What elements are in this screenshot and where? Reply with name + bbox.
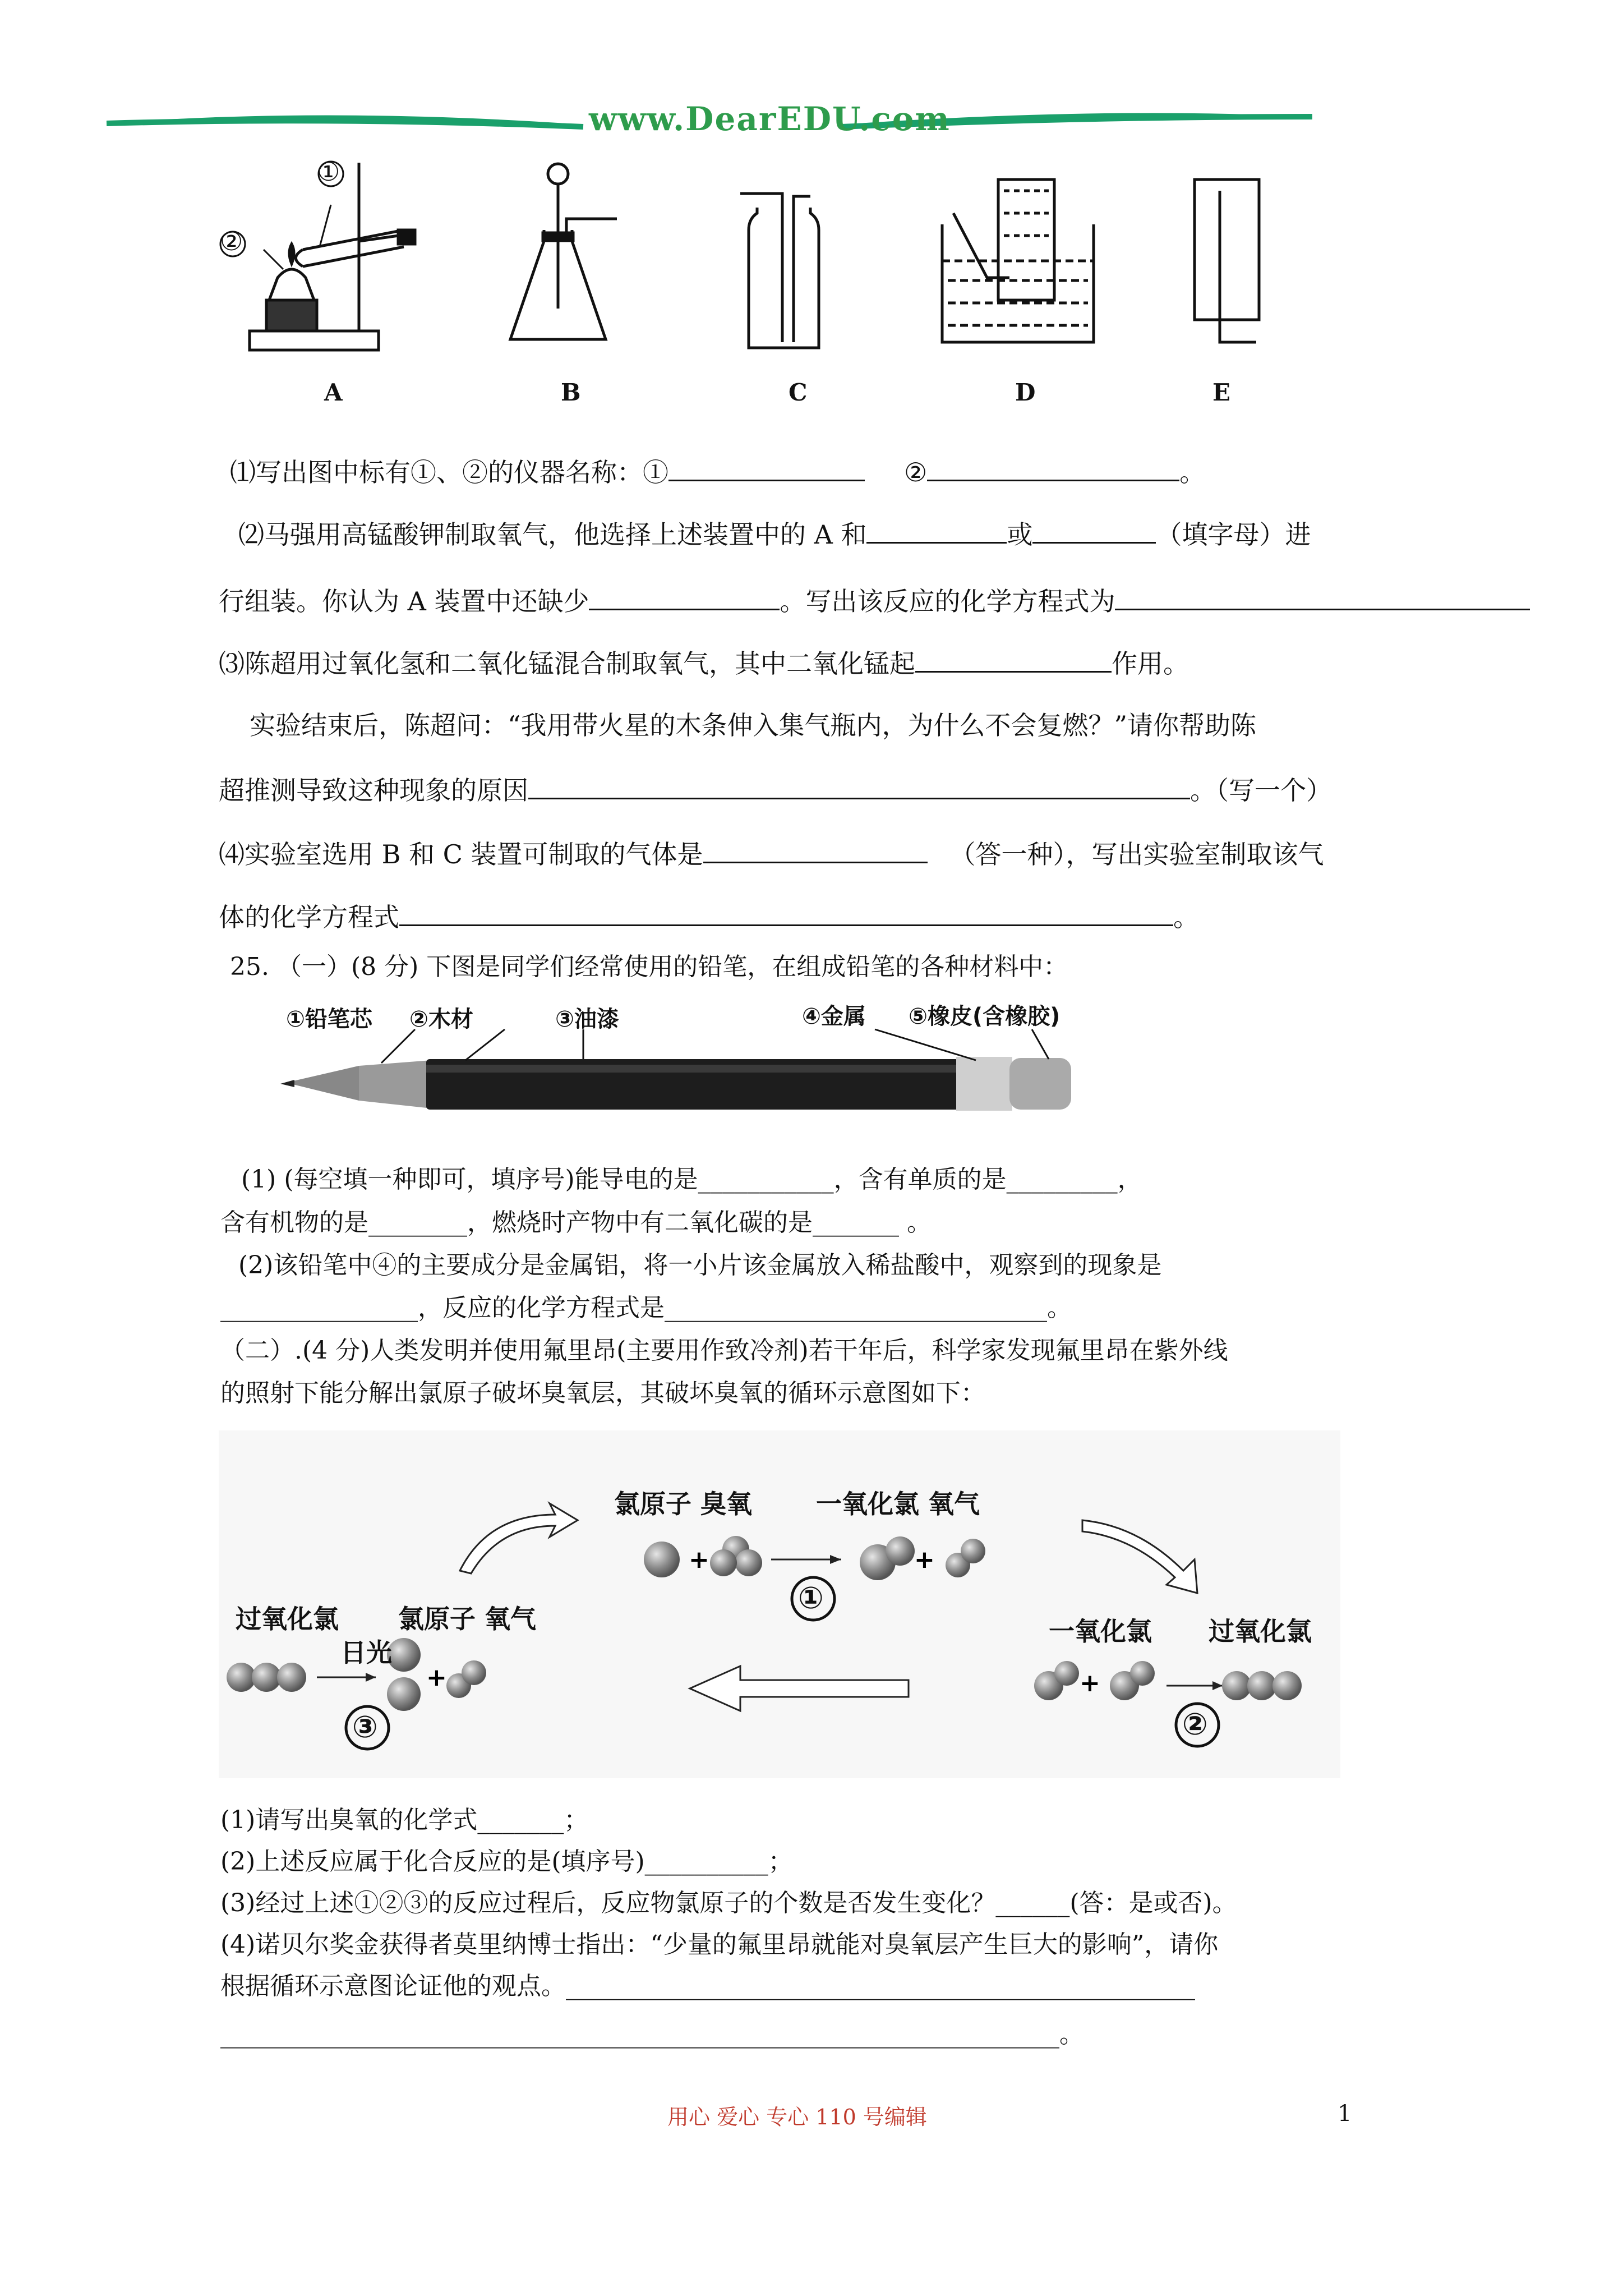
pencil-label-4: ④金属 [802, 1004, 866, 1029]
cycle-sunlight: 日光 [340, 1637, 392, 1668]
q-line-1: ⑴写出图中标有①、②的仪器名称：① ② 。 [230, 453, 1205, 489]
sub-q1: (1)请写出臭氧的化学式_______； [220, 1806, 589, 1834]
q-line-8: 体的化学方程式 。 [219, 898, 1199, 934]
footer-text: 用心 爱心 专心 110 号编辑 [667, 2105, 927, 2129]
q25-intro: 25. （一）(8 分) 下图是同学们经常使用的铅笔，在组成铅笔的各种材料中： [230, 953, 1068, 981]
svg-text:+: + [1080, 1669, 1100, 1697]
apparatus-figure [236, 151, 1301, 365]
cycle-left-1: 过氧化氯 [236, 1604, 339, 1634]
apparatus-d [942, 180, 1094, 342]
sub-q4a: (4)诺贝尔奖金获得者莫里纳博士指出：“少量的氟里昂就能对臭氧层产生巨大的影响”，请你 [220, 1930, 1219, 1959]
q-line-3: 行组装。你认为 A 装置中还缺少 。写出该反应的化学方程式为 [219, 582, 1530, 618]
pencil-label-1: ①铅笔芯 [286, 1006, 372, 1032]
svg-text:+: + [689, 1545, 709, 1574]
cycle-n2: ② [1182, 1706, 1208, 1742]
cycle-n1: ① [798, 1580, 824, 1616]
q25-s1b: 含有机物的是________，燃烧时产物中有二氧化碳的是_______ 。 [220, 1208, 932, 1237]
cycle-top-left: 氯原子 臭氧 [614, 1489, 753, 1519]
svg-text:+: + [914, 1545, 935, 1574]
label-b: B [561, 379, 581, 406]
q-line-7: ⑷实验室选用 B 和 C 装置可制取的气体是 （答一种），写出实验室制取该气 [219, 835, 1324, 871]
page-number: 1 [1338, 2101, 1352, 2127]
apparatus-e [1195, 180, 1259, 342]
apparatus-b [510, 164, 617, 339]
sub-q4c: ____________________________________________________________________。 [220, 2020, 1084, 2049]
q25-p2a: （二）.(4 分)人类发明并使用氟里昂(主要用作致冷剂)若干年后，科学家发现氟里昂在紫外线 [220, 1336, 1228, 1365]
label-c: C [789, 379, 808, 406]
header-site[interactable]: www.DearEDU.com [589, 100, 951, 138]
cycle-right-1: 一氧化氯 [1049, 1616, 1152, 1646]
svg-text:+: + [426, 1663, 447, 1692]
pencil-label-2: ②木材 [409, 1006, 473, 1032]
label-e: E [1212, 379, 1231, 406]
cycle-top-right: 一氧化氯 氧气 [816, 1489, 980, 1519]
cycle-n3: ③ [352, 1709, 378, 1745]
q-line-4: ⑶陈超用过氧化氢和二氧化锰混合制取氧气，其中二氧化锰起 作用。 [219, 644, 1189, 680]
q-line-5: 实验结束后，陈超问：“我用带火星的木条伸入集气瓶内，为什么不会复燃？”请你帮助陈 [250, 710, 1257, 740]
cycle-right-2: 过氧化氯 [1209, 1616, 1312, 1646]
q25-s2b: ________________，反应的化学方程式是_______________________________。 [220, 1294, 1072, 1322]
label-a: A [324, 379, 343, 406]
ozone-cycle-diagram [219, 1430, 1340, 1778]
label-d: D [1015, 379, 1036, 406]
q-line-6: 超推测导致这种现象的原因 。（写一个） [219, 771, 1332, 807]
q-line-2: ⑵马强用高锰酸钾制取氧气，他选择上述装置中的 A 和 或 （填字母）进 [238, 515, 1311, 551]
mark-2: ② [220, 226, 243, 256]
q25-p2b: 的照射下能分解出氯原子破坏臭氧层，其破坏臭氧的循环示意图如下： [220, 1379, 985, 1407]
sub-q4b: 根据循环示意图论证他的观点。___________________________________________________ [220, 1972, 1195, 2000]
mark-1: ① [317, 157, 340, 187]
cycle-left-2: 氯原子 氧气 [398, 1604, 537, 1634]
sub-q2: (2)上述反应属于化合反应的是(填序号)__________； [220, 1847, 793, 1876]
sub-q3: (3)经过上述①②③的反应过程后，反应物氯原子的个数是否发生变化？______(答：是或否)。 [220, 1889, 1237, 1917]
q25-s1a: (1) (每空填一种即可，填序号)能导电的是___________，含有单质的是_________， [241, 1165, 1142, 1194]
pencil-label-5: ⑤橡皮(含橡胶) [909, 1004, 1061, 1029]
q25-s2a: (2)该铅笔中④的主要成分是金属铝，将一小片该金属放入稀盐酸中，观察到的现象是 [238, 1251, 1162, 1280]
pencil-label-3: ③油漆 [555, 1006, 619, 1032]
apparatus-c [740, 194, 819, 348]
